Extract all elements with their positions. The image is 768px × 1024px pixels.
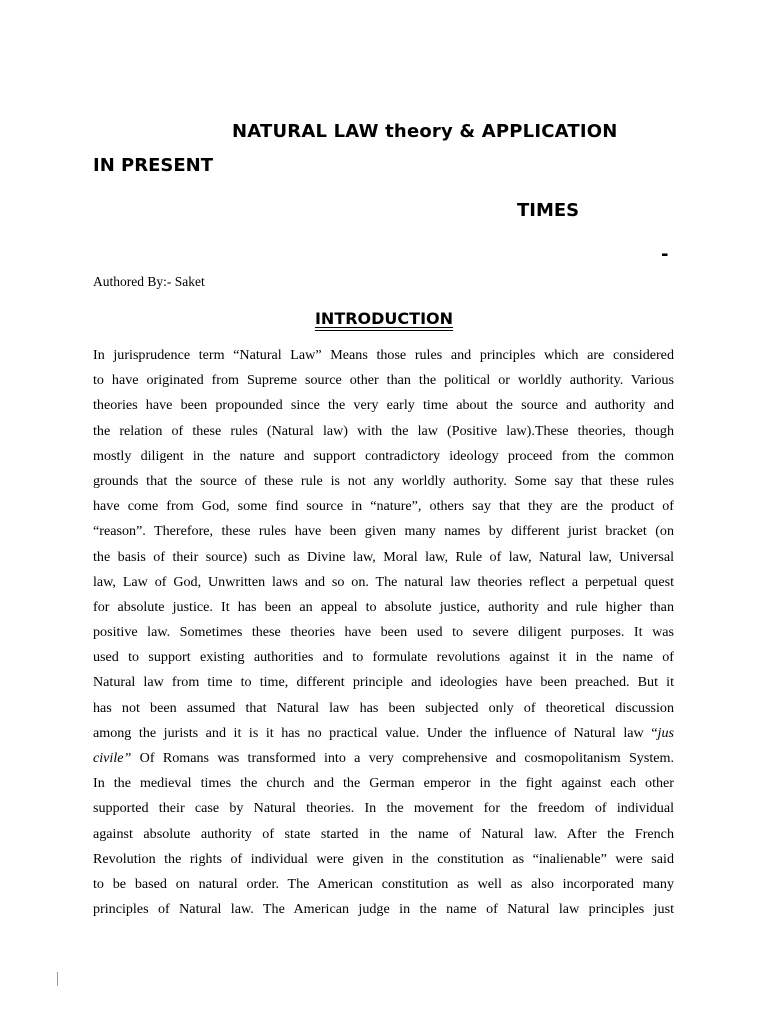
body-line: In the medieval times the church and the German emperor in the fight against each other [93,775,674,792]
body-paragraph [93,343,674,922]
italic-term: civile” [93,750,132,766]
body-line: the basis of their source) such as Divine law, Moral law, Rule of law, Natural law, Universal [93,548,674,565]
body-line-with-italic [93,721,674,746]
body-line: mostly diligent in the nature and support contradictory ideology proceed from the common [93,447,674,464]
body-line: supported their case by Natural theories. In the movement for the freedom of individual [93,800,674,817]
document-title-line-1: NATURAL LAW theory & APPLICATION [232,121,618,142]
body-line-segment: Of Romans was transformed into a very comprehensive and cosmopolitanism System. [131,750,674,766]
body-line: to have originated from Supreme source other than the political or worldly authority. Various [93,372,674,389]
body-line: In jurisprudence term “Natural Law” Means those rules and principles which are considered [93,347,674,363]
section-heading-text: INTRODUCTION [314,309,454,328]
body-line: Natural law from time to time, different principle and ideologies have been preached. But it [93,674,674,691]
body-line: grounds that the source of these rule is not any worldly authority. Some say that these rules [93,472,674,489]
body-line: “reason”. Therefore, these rules have been given many names by different jurist bracket (on [93,523,674,540]
body-line: theories have been propounded since the very early time about the source and authority and [93,397,674,414]
document-title-dash: - [661,244,669,265]
body-line-with-italic [93,746,674,771]
body-line: used to support existing authorities and to formulate revolutions against it in the name of [93,649,674,666]
body-line: law, Law of God, Unwritten laws and so on. The natural law theories reflect a perpetual quest [93,573,674,590]
author-line: Authored By:- Saket [93,274,205,289]
italic-term: jus [657,724,674,741]
body-line: the relation of these rules (Natural law) with the law (Positive law).These theories, though [93,422,674,439]
body-line: principles of Natural law. The American judge in the name of Natural law principles just [93,901,674,918]
body-line: Revolution the rights of individual were given in the constitution as “inalienable” were said [93,850,674,867]
body-line: to be based on natural order. The American constitution as well as also incorporated many [93,875,674,892]
text-cursor-mark [57,972,58,986]
section-heading [0,309,768,328]
document-title-line-3: TIMES [517,200,580,221]
body-line: against absolute authority of state started in the name of Natural law. After the French [93,825,674,842]
body-line-segment: among the jurists and it is it has no practical value. Under the influence of Natural law “ [93,724,658,741]
body-line: positive law. Sometimes these theories have been used to severe diligent purposes. It was [93,624,674,641]
body-line: have come from God, some find source in “nature”, others say that they are the product of [93,498,674,515]
body-line: has not been assumed that Natural law has been subjected only of theoretical discussion [93,699,674,716]
document-title-line-2: IN PRESENT [93,155,213,176]
body-line: for absolute justice. It has been an appeal to absolute justice, authority and rule higher than [93,598,674,615]
